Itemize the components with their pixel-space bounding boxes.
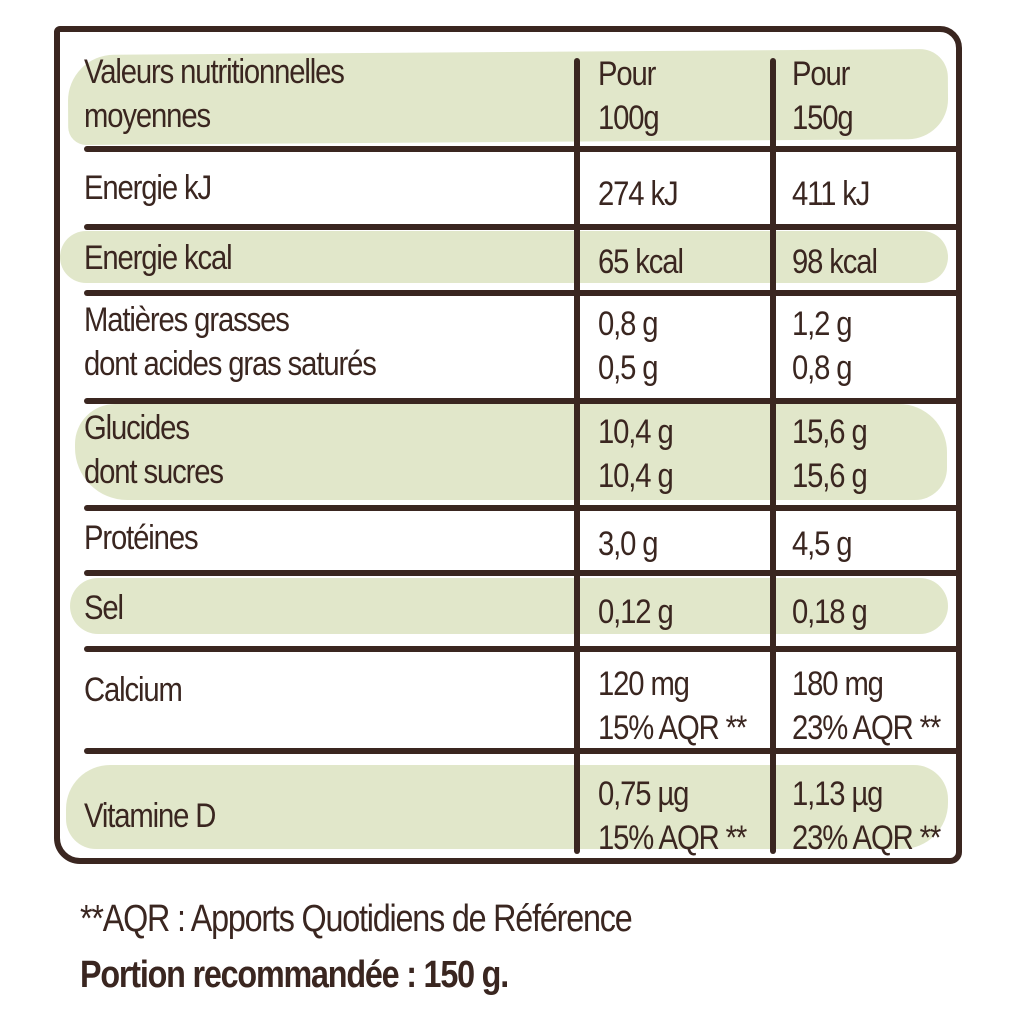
fat-100g-value: 0,8 g [598, 305, 658, 343]
recommended-portion: Portion recommandée : 150 g. [80, 954, 508, 996]
sugars-label: dont sucres [84, 453, 223, 491]
row-calcium-label: Calcium [84, 671, 182, 709]
row-divider [84, 398, 962, 404]
carbohydrates-100g-value: 10,4 g [598, 413, 673, 451]
row-calcium-150g [792, 662, 940, 750]
header-col2-line1: Pour [792, 55, 850, 93]
header-col1-line1: Pour [598, 55, 656, 93]
row-carbohydrates-label [84, 406, 223, 494]
column-divider-150g [770, 58, 776, 854]
row-carbohydrates-150g [792, 410, 867, 498]
carbohydrates-label: Glucides [84, 409, 189, 447]
header-column-100g [598, 52, 659, 140]
carbohydrates-150g-value: 15,6 g [792, 413, 867, 451]
calcium-100g-value: 120 mg [598, 665, 689, 703]
calcium-100g-aqr: 15% AQR ** [598, 709, 747, 747]
vitamin-d-150g-value: 1,13 µg [792, 775, 883, 813]
row-salt-label: Sel [84, 589, 123, 627]
row-energy-kj-100g: 274 kJ [598, 175, 678, 213]
row-energy-kcal-150g: 98 kcal [792, 243, 877, 281]
vitamin-d-100g-value: 0,75 µg [598, 775, 689, 813]
row-fat-100g [598, 302, 657, 390]
row-protein-100g: 3,0 g [598, 525, 658, 563]
row-protein-150g: 4,5 g [792, 525, 852, 563]
row-energy-kcal-label: Energie kcal [84, 239, 232, 277]
saturated-fat-150g-value: 0,8 g [792, 349, 852, 387]
header-col1-line2: 100g [598, 99, 659, 137]
saturated-fat-label: dont acides gras saturés [84, 345, 376, 383]
row-vitamin-d-100g [598, 772, 746, 860]
header-label-line2: moyennes [84, 97, 210, 135]
row-divider [84, 570, 962, 576]
sugars-150g-value: 15,6 g [792, 457, 867, 495]
header-column-150g [792, 52, 853, 140]
header-label [84, 50, 344, 138]
row-salt-150g: 0,18 g [792, 593, 867, 631]
sugars-100g-value: 10,4 g [598, 457, 673, 495]
calcium-150g-value: 180 mg [792, 665, 883, 703]
row-salt-100g: 0,12 g [598, 593, 673, 631]
calcium-150g-aqr: 23% AQR ** [792, 709, 941, 747]
row-energy-kj-label: Energie kJ [84, 169, 211, 207]
row-fat-150g [792, 302, 851, 390]
row-fat-label [84, 298, 376, 386]
row-divider [84, 146, 962, 152]
row-divider [84, 224, 962, 230]
column-divider-100g [574, 58, 580, 854]
row-carbohydrates-100g [598, 410, 673, 498]
row-divider [84, 646, 962, 652]
row-energy-kcal-100g: 65 kcal [598, 243, 683, 281]
row-divider [84, 505, 962, 511]
fat-label: Matières grasses [84, 301, 289, 339]
row-protein-label: Protéines [84, 519, 198, 557]
header-label-line1: Valeurs nutritionnelles [84, 53, 344, 91]
row-vitamin-d-label: Vitamine D [84, 797, 216, 835]
saturated-fat-100g-value: 0,5 g [598, 349, 658, 387]
vitamin-d-150g-aqr: 23% AQR ** [792, 819, 941, 857]
vitamin-d-100g-aqr: 15% AQR ** [598, 819, 747, 857]
row-energy-kj-150g: 411 kJ [792, 175, 870, 213]
header-col2-line2: 150g [792, 99, 853, 137]
row-calcium-100g [598, 662, 746, 750]
fat-150g-value: 1,2 g [792, 305, 852, 343]
row-vitamin-d-150g [792, 772, 940, 860]
aqr-footnote: **AQR : Apports Quotidiens de Référence [80, 898, 632, 940]
row-divider [84, 290, 962, 296]
